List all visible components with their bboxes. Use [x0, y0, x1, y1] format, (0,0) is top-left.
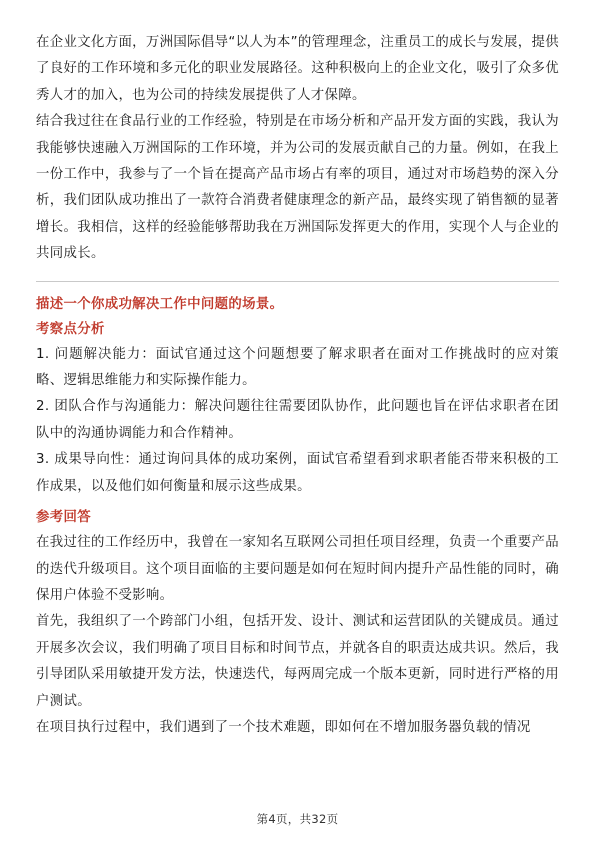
analysis-point-3: 3. 成果导向性：通过询问具体的成功案例，面试官希望看到求职者能否带来积极的工作成果，以及他们如何衡量和展示这些成果。 [36, 452, 559, 494]
analysis-heading: 考察点分析 [36, 321, 105, 337]
intro-paragraph-culture: 在企业文化方面，万洲国际倡导“以人为本”的管理理念，注重员工的成长与发展，提供了良好的工作环境和多元化的职业发展路径。这种积极向上的企业文化，吸引了众多优秀人才的加入，也为公司的持续发展提供了人才保障。 [36, 35, 559, 103]
document-page [36, 30, 559, 741]
answer-paragraph-2: 首先，我组织了一个跨部门小组，包括开发、设计、测试和运营团队的关键成员。通过开展多次会议，我们明确了项目目标和时间节点，并就各自的职责达成共识。然后，我引导团队采用敏捷开发方法，快速迭代，每两周完成一个版本更新，同时进行严格的用户测试。 [36, 614, 559, 709]
analysis-point-2: 2. 团队合作与沟通能力：解决问题往往需要团队协作，此问题也旨在评估求职者在团队中的沟通协调能力和合作精神。 [36, 399, 559, 441]
answer-paragraph-3: 在项目执行过程中，我们遇到了一个技术难题，即如何在不增加服务器负载的情况 [36, 719, 531, 735]
question-title: 描述一个你成功解决工作中问题的场景。 [36, 296, 284, 312]
intro-paragraph-experience: 结合我过往在食品行业的工作经验，特别是在市场分析和产品开发方面的实践，我认为我能够快速融入万洲国际的工作环境，并为公司的发展贡献自己的力量。例如，在我上一份工作中，我参与了一个旨在提高产品市场占有率的项目，通过对市场趋势的深入分析，我们团队成功推出了一款符合消费者健康理念的新产品，最终实现了销售额的显著增长。我相信，这样的经验能够帮助我在万洲国际发挥更大的作用，实现个人与企业的共同成长。 [36, 114, 559, 262]
analysis-point-1: 1. 问题解决能力：面试官通过这个问题想要了解求职者在面对工作挑战时的应对策略、逻辑思维能力和实际操作能力。 [36, 346, 559, 389]
section-divider [36, 281, 559, 282]
page-number-footer: 第4页，共32页 [256, 812, 339, 826]
answer-paragraph-1: 在我过往的工作经历中，我曾在一家知名互联网公司担任项目经理，负责一个重要产品的迭代升级项目。这个项目面临的主要问题是如何在短时间内提升产品性能的同时，确保用户体验不受影响。 [36, 535, 559, 603]
answer-heading: 参考回答 [36, 510, 91, 526]
